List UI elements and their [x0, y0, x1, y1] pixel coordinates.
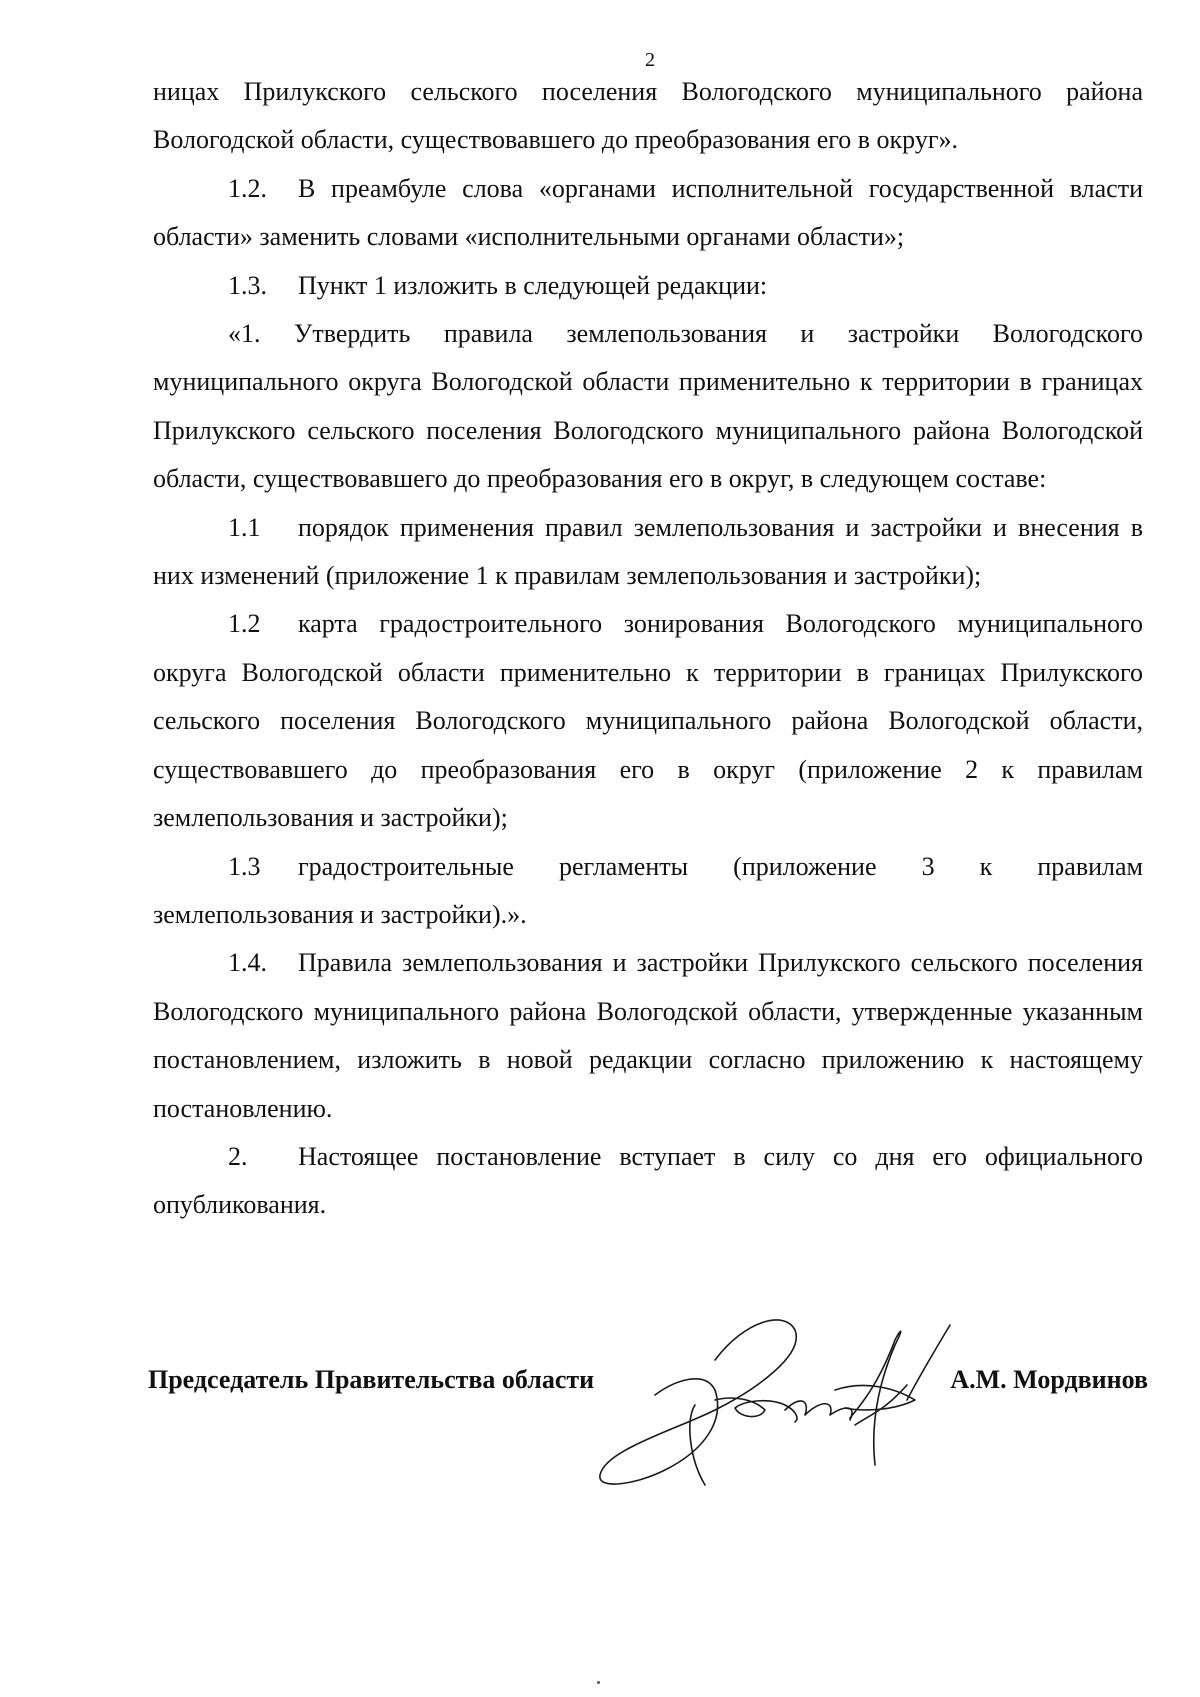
- paragraph-quoted-1: «1. Утвердить правила землепользования и застройки Вологодского муниципального округа Вологодской области применительно к территории в границах Прилукского сельского поселения Вологодского муниципального района Вологодской области, существовавшего до преобразования его в округ, в следующем составе:: [153, 319, 1143, 494]
- item-number: 1.2.: [228, 173, 267, 203]
- item-number: 1.3.: [228, 270, 267, 300]
- item-number: 1.2: [228, 609, 261, 639]
- page-number: 2: [645, 49, 655, 71]
- item-number: 1.1: [228, 512, 261, 542]
- paragraph-text: Правила землепользования и застройки Прилукского сельского поселения Вологодского муниципального района Вологодской области, утвержденные указанным постановлением, изложить в новой редакции согласно приложению к настоящему постановлению.: [153, 948, 1143, 1123]
- paragraph-2: [153, 1133, 1143, 1230]
- document-body: [153, 68, 1143, 1230]
- paragraph-text: градостроительные регламенты (приложение 3 к правилам землепользования и застройки).».: [153, 851, 1143, 929]
- item-number: 1.3: [228, 851, 261, 881]
- signatory-position: Председатель Правительства области: [148, 1365, 595, 1394]
- paragraph-sub-1-1: [153, 504, 1143, 601]
- signature-block: [148, 1365, 1148, 1425]
- scan-artifact: [597, 1681, 600, 1684]
- item-number: 1.4.: [228, 948, 267, 978]
- paragraph-text: Пункт 1 изложить в следующей редакции:: [298, 270, 768, 300]
- paragraph-text: Настоящее постановление вступает в силу со дня его официального опубликования.: [153, 1141, 1143, 1220]
- paragraph-text: порядок применения правил землепользования и застройки и внесения в них изменений (приложение 1 к правилам землепользования и застройки);: [153, 512, 1143, 591]
- paragraph-sub-1-3: [153, 843, 1143, 940]
- paragraph-continuation: ницах Прилукского сельского поселения Вологодского муниципального района Вологодской области, существовавшего до преобразования его в округ».: [153, 77, 1143, 155]
- item-number: 2.: [228, 1141, 248, 1171]
- paragraph-text: В преамбуле слова «органами исполнительной государственной власти области» заменить словами «исполнительными органами области»;: [153, 173, 1143, 252]
- paragraph-sub-1-2: [153, 600, 1143, 842]
- paragraph-text: карта градостроительного зонирования Вологодского муниципального округа Вологодской области применительно к территории в границах Прилукского сельского поселения Вологодского муниципального района Вологодской области, существовавшего до преобразования его в округ (приложение 2 к правилам землепользования и застройки);: [153, 609, 1143, 833]
- signatory-name: А.М. Мордвинов: [950, 1365, 1148, 1394]
- paragraph-1-2: [153, 165, 1143, 262]
- paragraph-1-3: [153, 262, 1143, 310]
- paragraph-1-4: [153, 939, 1143, 1133]
